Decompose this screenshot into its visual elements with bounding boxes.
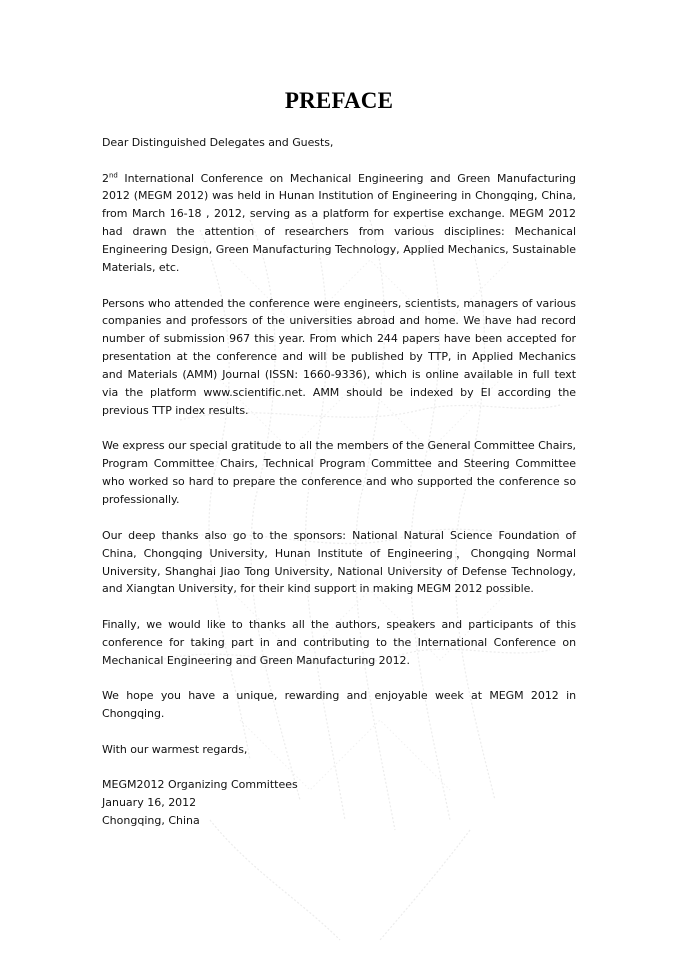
paragraph-attendees: Persons who attended the conference were engineers, scientists, managers of various companies and professors of the universities abroad and home. We have had record number of submission 967 this year. From which 244 papers have been accepted for presentation at the conference and will be published by TTP, in Applied Mechanics and Materials (AMM) Journal (ISSN: 1660-9336), which is online available in full text via the platform www.scientific.net. AMM should be indexed by EI according the previous TTP index results.	[102, 296, 576, 417]
page-title: PREFACE	[284, 88, 394, 113]
greeting: Dear Distinguished Delegates and Guests,	[102, 136, 334, 149]
closing-line: With our warmest regards,	[102, 742, 248, 756]
paragraph-thanks: Finally, we would like to thanks all the authors, speakers and participants of this conference for taking part in and contributing to the International Conference on Mechanical Engineering and Green Manufacturing 2012.	[102, 617, 576, 667]
paragraph-gratitude: We express our special gratitude to all the members of the General Committee Chairs, Program Committee Chairs, Technical Program Committee and Steering Committee who worked so hard to prepare the conference and who supported the conference so professionally.	[102, 439, 576, 507]
signature-location: Chongqing, China	[102, 814, 200, 828]
paragraph-sponsors: Our deep thanks also go to the sponsors: National Natural Science Foundation of China, Chongqing University, Hunan Institute of Engineering，Chongqing Normal University, Shanghai Jiao Tong University, National University of Defense Technology, and Xiangtan University, for their kind support in making MEGM 2012 possible.	[102, 528, 576, 596]
paragraph-intro	[102, 170, 576, 277]
paragraph-hope: We hope you have a unique, rewarding and enjoyable week at MEGM 2012 in Chongqing.	[102, 689, 576, 721]
signature-date: January 16, 2012	[102, 796, 197, 810]
preface-page	[102, 88, 576, 830]
signature-block	[102, 776, 576, 830]
signature-organization: MEGM2012 Organizing Committees	[102, 778, 298, 792]
ordinal-suffix: nd	[108, 170, 118, 179]
ordinal-number: 2	[102, 171, 109, 185]
paragraph-intro-text: International Conference on Mechanical Engineering and Green Manufacturing 2012 (MEGM 2012) was held in Hunan Institution of Engineering in Chongqing, China, from March 16-18 , 2012, serving as a platform for expertise exchange. MEGM 2012 had drawn the attention of researchers from various disciplines: Mechanical Engineering Design, Green Manufacturing Technology, Applied Mechanics, Sustainable Materials, etc.	[102, 171, 576, 275]
